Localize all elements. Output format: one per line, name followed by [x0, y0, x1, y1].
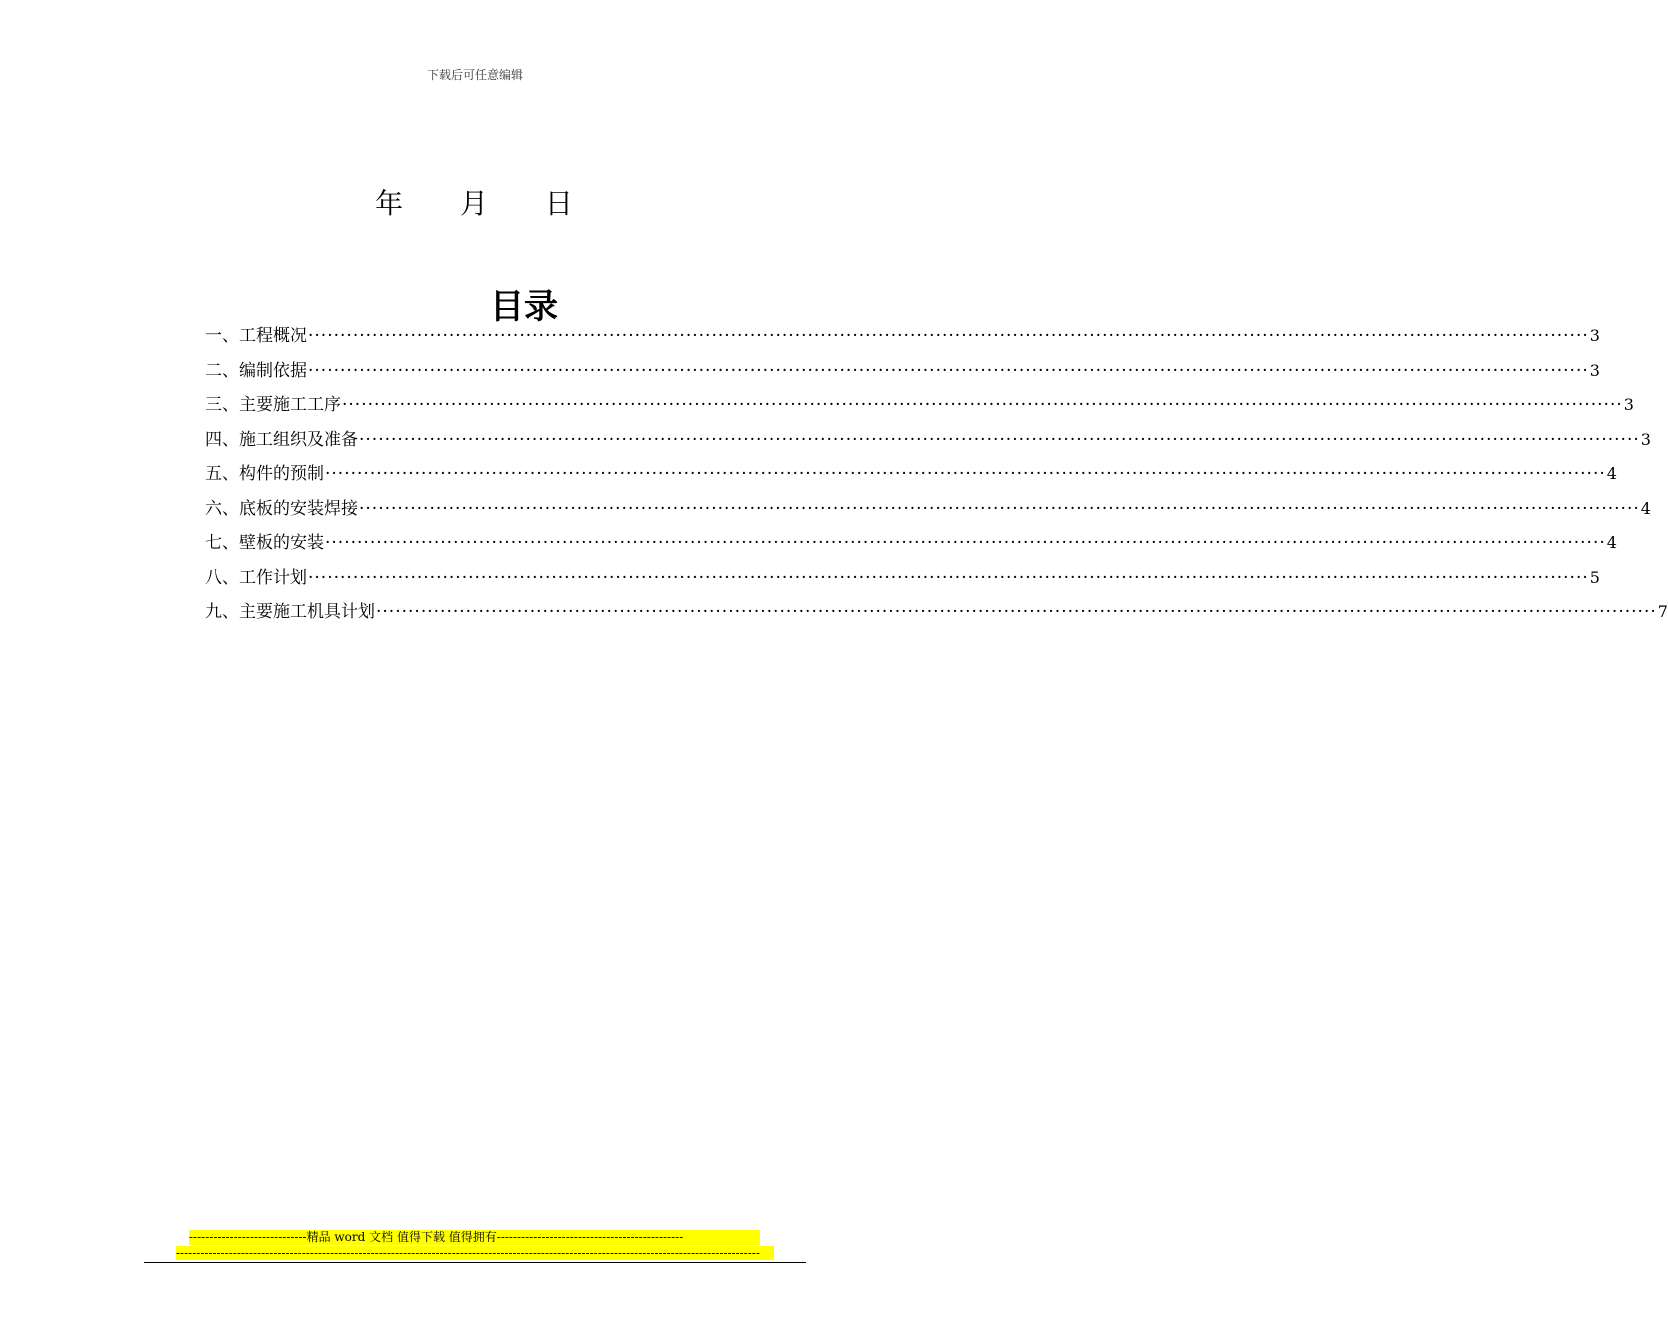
footer-dash-line: ------------------------------------------------------------------------------------------------------------------------------------------------ — [176, 1246, 774, 1260]
toc-leader-dots: ········································································································································································································ — [325, 533, 1606, 553]
toc-item[interactable] — [205, 322, 1600, 357]
toc-item-label: 四、施工组织及准备 — [205, 429, 358, 450]
toc-item[interactable] — [205, 598, 1668, 633]
toc-leader-dots: ········································································································································································································ — [308, 567, 1589, 588]
toc-item-label: 三、主要施工工序 — [205, 395, 341, 415]
toc-title: 目录 — [490, 287, 558, 327]
toc-item-page: 4 — [1640, 498, 1651, 518]
toc-list — [205, 322, 1668, 633]
toc-item[interactable] — [205, 460, 1617, 495]
toc-item-label: 六、底板的安装焊接 — [205, 498, 358, 519]
header-note: 下载后可任意编辑 — [426, 68, 523, 82]
toc-item[interactable] — [205, 564, 1600, 599]
date-month: 月 — [459, 187, 490, 220]
toc-item[interactable] — [205, 529, 1617, 564]
toc-item-label: 七、壁板的安装 — [205, 533, 324, 553]
toc-leader-dots: ········································································································································································································ — [342, 395, 1623, 415]
toc-item-label: 九、主要施工机具计划 — [205, 602, 375, 622]
toc-item-page: 3 — [1589, 360, 1600, 380]
toc-item-label: 五、构件的预制 — [205, 464, 324, 484]
toc-leader-dots: ········································································································································································································ — [325, 464, 1606, 484]
toc-item-label: 一、工程概况 — [205, 326, 307, 346]
date-year: 年 — [375, 187, 406, 220]
toc-item-page: 3 — [1640, 429, 1651, 449]
toc-item-page: 4 — [1606, 533, 1617, 552]
toc-item-page: 5 — [1589, 567, 1600, 587]
footer-rule — [144, 1262, 806, 1263]
date-line — [0, 182, 950, 222]
toc-leader-dots: ········································································································································································································ — [308, 360, 1589, 381]
toc-leader-dots: ········································································································································································································ — [376, 602, 1657, 622]
toc-item[interactable] — [205, 426, 1651, 461]
footer-banner: -----------------------------精品 word 文档 值得下载 值得拥有---------------------------------------------- — [189, 1230, 760, 1245]
toc-item-page: 3 — [1589, 326, 1600, 345]
toc-item[interactable] — [205, 495, 1651, 530]
toc-item-label: 二、编制依据 — [205, 360, 307, 381]
toc-leader-dots: ········································································································································································································ — [359, 498, 1640, 519]
date-day: 日 — [544, 187, 575, 220]
toc-leader-dots: ········································································································································································································ — [308, 326, 1589, 346]
toc-item-page: 3 — [1623, 395, 1634, 414]
toc-item[interactable] — [205, 357, 1600, 392]
toc-item-label: 八、工作计划 — [205, 567, 307, 588]
toc-item-page: 7 — [1657, 602, 1668, 621]
toc-item-page: 4 — [1606, 464, 1617, 483]
toc-leader-dots: ········································································································································································································ — [359, 429, 1640, 450]
toc-item[interactable] — [205, 391, 1634, 426]
